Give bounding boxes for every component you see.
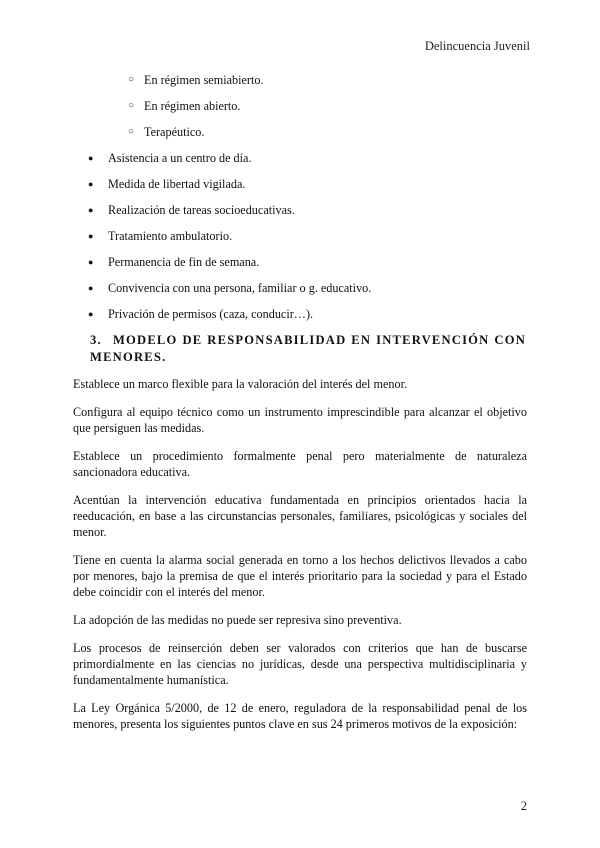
section-title: MODELO DE RESPONSABILIDAD EN INTERVENCIÓN CON MENORES. (90, 333, 526, 364)
circle-bullet-icon: ○ (128, 74, 135, 85)
circle-bullet-icon: ○ (128, 126, 135, 137)
paragraph: Acentúan la intervención educativa fundamentada en principios orientados hacia la reeducación, en base a las circunstancias personales, familiares, psicológicas y sociales del menor. (73, 493, 527, 539)
list-item (88, 280, 371, 306)
bullet-icon: ● (88, 257, 94, 267)
list-item (128, 72, 263, 98)
paragraph: La adopción de las medidas no puede ser represiva sino preventiva. (73, 613, 402, 627)
sub-list (128, 72, 263, 150)
bullet-list (88, 150, 371, 332)
list-item-text: Asistencia a un centro de día. (108, 151, 252, 165)
bullet-icon: ● (88, 283, 94, 293)
list-item (88, 150, 371, 176)
bullet-icon: ● (88, 231, 94, 241)
bullet-icon: ● (88, 205, 94, 215)
list-item (88, 202, 371, 228)
circle-bullet-icon: ○ (128, 100, 135, 111)
bullet-icon: ● (88, 153, 94, 163)
section-number: 3. (90, 333, 102, 347)
body-text (73, 376, 527, 744)
running-header: Delincuencia Juvenil (424, 39, 530, 53)
bullet-icon: ● (88, 179, 94, 189)
list-item (128, 124, 263, 150)
list-item-text: Convivencia con una persona, familiar o g. educativo. (108, 281, 372, 295)
list-item (128, 98, 263, 124)
section-heading (90, 332, 526, 366)
list-item-text: Privación de permisos (caza, conducir…). (108, 307, 314, 321)
paragraph: La Ley Orgánica 5/2000, de 12 de enero, reguladora de la responsabilidad penal de los menores, presenta los siguientes puntos clave en sus 24 primeros motivos de la exposición: (73, 701, 527, 731)
list-item (88, 228, 371, 254)
list-item-text: Permanencia de fin de semana. (108, 255, 260, 269)
list-item (88, 306, 371, 332)
list-item-text: Terapéutico. (144, 125, 205, 139)
list-item-text: En régimen semiabierto. (144, 73, 264, 87)
list-item (88, 176, 371, 202)
paragraph: Establece un procedimiento formalmente penal pero materialmente de naturaleza sancionadora educativa. (73, 449, 527, 479)
list-item (88, 254, 371, 280)
page-number: 2 (520, 799, 527, 813)
paragraph: Establece un marco flexible para la valoración del interés del menor. (73, 377, 407, 391)
list-item-text: Realización de tareas socioeducativas. (108, 203, 295, 217)
paragraph: Tiene en cuenta la alarma social generada en torno a los hechos delictivos llevados a cabo por menores, bajo la premisa de que el interés prioritario para la sociedad y para el Estado debe coincidir con el interés del menor. (73, 553, 527, 599)
list-item-text: En régimen abierto. (144, 99, 241, 113)
bullet-icon: ● (88, 309, 94, 319)
paragraph: Los procesos de reinserción deben ser valorados con criterios que han de buscarse primordialmente en las ciencias no jurídicas, desde una perspectiva multidisciplinaria y fundamentalmente humanística. (73, 641, 527, 687)
list-item-text: Tratamiento ambulatorio. (108, 229, 233, 243)
list-item-text: Medida de libertad vigilada. (108, 177, 246, 191)
paragraph: Configura al equipo técnico como un instrumento imprescindible para alcanzar el objetivo que persiguen las medidas. (73, 405, 527, 435)
